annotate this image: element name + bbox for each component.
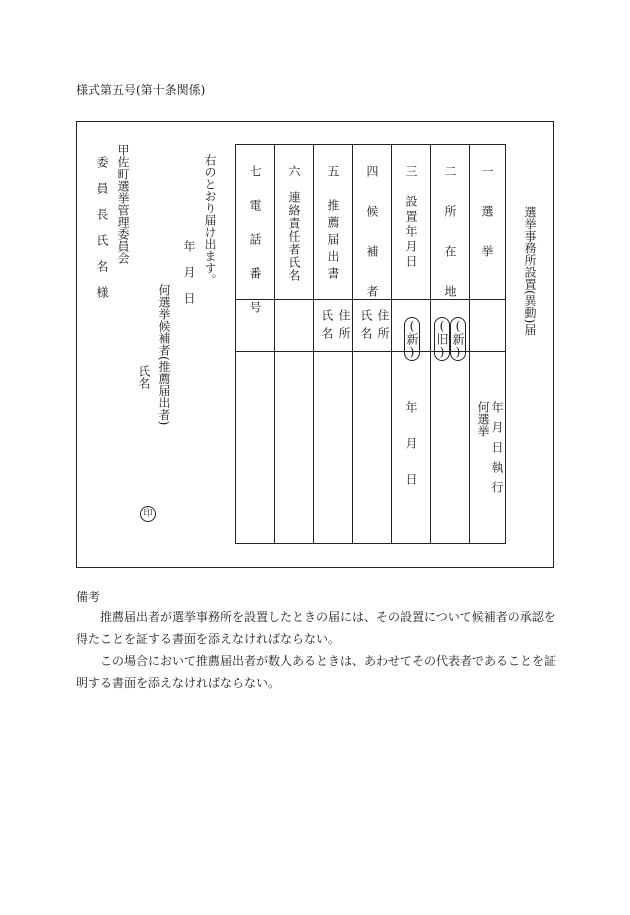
remarks-paragraph-1: 推薦届出者が選挙事務所を設置したときの届には、その設置について候補者の承認を得たことを証する書面を添えなければならない。 (76, 610, 556, 646)
seal-mark: 印 (140, 506, 156, 522)
location-new-mark: (新) (451, 319, 465, 359)
statement-text: 右のとおり届け出ます。 (203, 154, 217, 286)
col-location-label: 二 所 在 地 (443, 165, 457, 305)
col-phone-label: 七 電 話 番 号 (248, 165, 262, 318)
location-old-mark: (旧) (435, 319, 449, 359)
form-number-label: 様式第五号(第十条関係) (76, 83, 206, 97)
candidate-address-label: 住所 (376, 309, 390, 345)
submitter-name-label: 氏名 (137, 365, 151, 389)
candidate-name-label: 氏名 (359, 309, 373, 345)
remarks-paragraph-2: この場合において推薦届出者が数人あるときは、あわせてその代表者であることを証明する書面を添えなければならない。 (76, 654, 557, 690)
remarks-title: 備考 (76, 590, 101, 604)
date-line: 年月日 (182, 240, 196, 318)
col-contact-label: 六 連絡責任者氏名 (287, 165, 301, 282)
election-name-cell: 何選挙 (476, 401, 490, 437)
nomination-name-label: 氏名 (320, 309, 334, 345)
election-date-cell: 年月日執行 (490, 401, 504, 501)
col-nomination-label: 五 推薦届出書 (326, 165, 340, 284)
registration-table (235, 144, 506, 544)
date-value: 年月日 (404, 401, 418, 509)
date-new-mark: (新) (405, 319, 419, 359)
col-candidate-label: 四 候 補 者 (365, 165, 379, 305)
form-title: 選挙事務所設置(異動)届 (523, 206, 537, 336)
col-date-label: 三 設置年月日 (404, 165, 418, 270)
addressee-org: 甲佐町選挙管理委員会 (116, 144, 130, 264)
col-election-label: 一 選 挙 (480, 165, 494, 265)
submitter-role: 何選挙候補者(推薦届出者) (157, 284, 171, 426)
nomination-address-label: 住所 (337, 309, 351, 345)
addressee-title: 委員長氏名様 (95, 156, 109, 312)
